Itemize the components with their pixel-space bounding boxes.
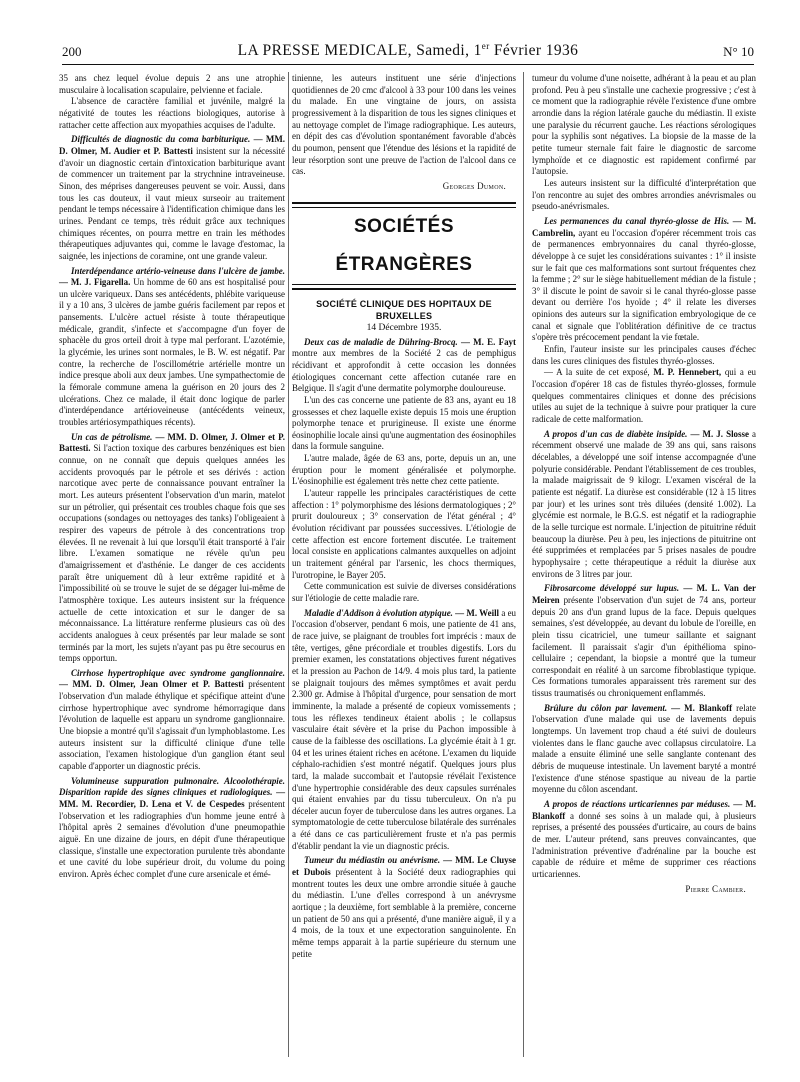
journal-name: LA PRESSE MEDICALE [237, 42, 408, 60]
article-authors: — MM. M. Recordier, D. Lena et V. de Cespedes [59, 787, 285, 810]
journal-title-line [62, 41, 754, 60]
article-coma-barbiturique [59, 134, 285, 262]
article-text: Si l'action toxique des carbures benzéniques est bien connue, on ne connaît que depuis quelques années les accidents provoqués par le pétrole et ses dérivés : action narcotique avec perte de connaissance pouvant entraîner la mort. Les auteurs présentent l'observation d'un marin, matelot sur un pétrolier, qui présentait ces troubles chaque fois que ses occupations (sondages ou nettoyages des tanks) l'obligeaient à respirer des vapeurs de pétrole à des concentrations trop élevées. Il ne revenait à lui que lorsqu'il était transporté à l'air libre. L'examen somatique ne révèle qu'un peu d'amaigrissement et d'asthénie. Le danger de ces accidents paraît être uniquement dû à leur extrême rapidité et à l'impossibilité où se trouve le sujet de se dégager lui-même de l'atmosphère toxique. Les auteurs insistent sur la fréquence actuelle de cette intoxication et sur le danger de sa méconnaissance. La littérature renferme plusieurs cas où des accidents analogues à ceux présentés par leur malade se sont terminés par la mort, les sujets n'ayant pas pu être secourus en temps opportun. [59, 443, 285, 664]
article-text: a eu l'occasion d'observer, pendant 6 mois, une patiente de 41 ans, de race juive, se plaignant de troubles fort imprécis : maux de tête, vertiges, gêne précordiale et troubles digestifs. Lors du premier examen, les constatations objectives furent négatives et la pression au Pachon de 14/9. 4 mois plus tard, la patiente se plaignait toujours des mêmes symptômes et avait perdu 2.300 gr. Admise à l'hôpital d'urgence, pour sensation de mort imminente, la malade a présenté de copieux vomissements ; tous les réflexes tendineux étaient abolis ; le collapsus vasculaire était sévère et la prise du Pachon impossible à cause de la faiblesse des oscillations. La glycémie était à 1 gr. 04 et les urines étaient riches en acétone. L'examen du liquide céphalo-rachidien s'est montré négatif. Quelques jours plus tard, la malade succombait et l'autopsie révélait l'existence d'une hypertrophie considérable des deux capsules surrénales qui étaient envahies par du tissu tuberculeux. On n'a pu déceler aucun foyer de tuberculose dans les autres organes. La symptomatologie de cette tuberculose bilatérale des surrénales a été dans ce cas particulièrement fruste et n'a pas permis d'établir pendant la vie un diagnostic précis. [292, 607, 517, 851]
article-authors: — MM. Le Cluyse et Dubois [292, 855, 516, 878]
paragraph: L'un des cas concerne une patiente de 83 ans, ayant eu 18 grossesses et chez laquelle existe depuis 15 mois une éruption polymorphe tenace et prurigineuse. Il existe une énorme éosinophilie locale ainsi qu'une augmentation des éosinophiles dans la formule sanguine. [292, 394, 517, 452]
signature: Georges Dumon. [442, 180, 506, 191]
article-title: Un cas de pétrolisme. [71, 431, 153, 442]
article-authors: — M. Blankoff [671, 702, 733, 713]
article-title: Tumeur du médiastin ou anévrisme. [304, 855, 441, 866]
article-tumeur-mediastin [292, 855, 516, 960]
article-title: Les permanences du canal thyréo-glosse de His. [544, 215, 730, 226]
paragraph: L'absence de caractère familial et juvénile, malgré la négativité de toutes les réactions biologiques, autorise à rattacher cette affection aux myopathies acquises de l'adulte. [59, 96, 285, 130]
column-1 [59, 73, 285, 881]
article-title: Difficultés de diagnostic du coma barbiturique. [71, 134, 251, 145]
issue-date-sup: er [481, 41, 490, 51]
article-brulure-colon [532, 703, 756, 796]
article-authors: — M. L. Van der Meiren [532, 583, 756, 605]
article-text: qui a eu l'occasion d'opérer 18 cas de fistules thyréo-glosses, formule quelques commentaires cliniques et donne des précisions utiles au sujet de la technique à suivre pour pratiquer la cure radicale de cette malformation. [532, 367, 757, 425]
column-rule-left [288, 72, 289, 1057]
paragraph: Les auteurs insistent sur la difficulté d'interprétation que l'on rencontre au sujet des ombres arrondies anévrismales ou pseudo-anévrismales. [532, 177, 756, 212]
article-text: présente l'observation d'un sujet de 74 ans, porteur depuis 20 ans d'un grand lupus de la face. Depuis quelques semaines, s'est développée, au devant du lobule de l'oreille, en plein tissu cicatriciel, une tumeur saillante et saignant facilement. Il paraissait s'agir d'un épithélioma spino-cellulaire ; cependant, la biopsie a montré que la tumeur correspondait en réalité à un sarcome fibroblastique typique. Ces formations tumorales apparaissent très rarement sur des tissus traumatisés ou chroniquement enflammés. [532, 594, 756, 699]
article-text: ayant eu l'occasion d'opérer récemment trois cas de permanences embryonnaires du canal thyréo-glosse, développe à ce sujet les considérations suivantes : 1° il insiste sur le fait que ces malformations sont surtout fréquentes chez la femme ; 2° sur le siège habituellement médian de la fistule ; 3° il discute le point de savoir si le canal thyréo-glosse passe devant ou derrière l'os hyoïde ; 4° il relate les diverses opinions des auteurs sur la signification embryologique de ce canal et signale que l'oblitération définitive de ce tractus s'opère très précocement pendant la vie fœtale. [532, 227, 756, 343]
article-ulcere-jambe [59, 266, 285, 429]
article-suppuration-pulmonaire [59, 776, 285, 881]
article-text: insistent sur la nécessité d'avoir un diagnostic certain d'intoxication barbiturique avant de commencer un traitement par la strychnine intraveineuse. Sinon, des méprises dangereuses peuvent se voir. Aussi, dans tous les cas douteux, il vaut mieux surseoir au traitement pendant le temps nécessaire à l'identification chimique dans les urines. Pendant ce temps, très réduit grâce aux techniques chimiques récentes, on pourra mettre en train les méthodes thérapeutiques adjuvantes qui, comme le lavage d'estomac, la saignée, les injections de coramine, ont une grande valeur. [59, 145, 285, 261]
running-header [62, 38, 754, 65]
issue-date-suffix: Février 1936 [489, 42, 579, 60]
article-authors: — M. Weill [455, 607, 500, 618]
article-authors: — M. Blankoff [532, 799, 757, 821]
article-title: Interdépendance artério-veineuse dans l'ulcère de jambe. [71, 265, 285, 276]
article-title: Cirrhose hypertrophique avec syndrome ganglionnaire. [71, 667, 285, 678]
article-authors: — M. Cambrelin, [532, 215, 757, 238]
column-2 [292, 73, 516, 960]
article-reactions-urticariennes [532, 799, 756, 881]
article-title: Fibrosarcome développé sur lupus. [544, 583, 680, 594]
issue-number: N° 10 [723, 44, 754, 59]
article-canal-thyreo-glosse [532, 216, 756, 344]
paragraph-continued: tinienne, les auteurs instituent une série d'injections quotidiennes de 20 cmc d'alcool à 33 pour 100 dans les veines du malade. En une vingtaine de jours, on assista progressivement à la disparition de tous les signes cliniques et au nettoyage complet de l'image radiographique. Les auteurs, en dépit des cas d'évolution spontanément favorable d'abcès du poumon, pensent que l'étendue des lésions et la rapidité de leur résorption sont une preuve de l'action de l'alcool dans ce cas. [292, 73, 516, 177]
society-name: SOCIÉTÉ CLINIQUE DES HOPITAUX DE BRUXELLES [316, 298, 492, 321]
article-authors: — MM. D. Olmer, Jean Olmer et P. Battesti [59, 679, 244, 690]
column-rule-right [523, 72, 524, 1057]
column-3 [532, 73, 756, 895]
article-authors: — M. J. Slosse [690, 428, 749, 439]
article-text: a récemment observé une malade de 39 ans qui, sans raisons décelables, a développé une soif intense accompagnée d'une polyurie considérable. Pendant l'établissement de ces troubles, la malade maigrissait de 9 kilogr. L'examen viscéral de la patiente est négatif. La diurèse est considérable (12 à 15 litres par jour) et les urines sont très diluées (densité 1.002). La glycémie est normale, le B.G.S. est négatif et la radiographie de la selle turcique est normale. L'injection de pituitrine réduit beaucoup la diurèse. Peu à peu, les injections de pituitrine ont été supprimées et remplacées par 5 prises nasales de poudre hypophysaire ; cette thérapeutique a réduit la diurèse aux environs de 3 litres par jour. [532, 428, 757, 579]
paragraph: L'autre malade, âgée de 63 ans, porte, depuis un an, une éruption pour le moment généralisée et polymorphe. L'éosinophilie est également très nette chez cette patiente. [292, 453, 516, 487]
article-title: A propos de réactions urticariennes par méduses. [544, 799, 731, 810]
article-text: présentent l'observation et les radiographies d'un homme jeune entré à l'hôpital après 2 semaines d'évolution d'une pneumopathie aiguë. En une dizaine de jours, en dépit d'une thérapeutique classique, s'installe une expectoration purulente très abondante et une cavité du lobe supérieur droit, du volume du poing environ. Après échec complet d'une cure arsenicale et émé- [59, 799, 285, 879]
article-text: Un homme de 60 ans est hospitalisé pour un ulcère variqueux. Dans ses antécédents, phlébite variqueuse il y a 10 ans, 3 ulcères de jambe guéris facilement par repos et pansements. L'ulcère actuel résiste à toute thérapeutique médicale, grandit, s'infecte et s'accompagne d'un foyer de sphacèle du gros orteil droit à type mal perforant. L'azotémie, la glycémie, les urines sont normales, le B. W. est négatif. Par contre, la recherche de l'oscillométrie artérielle montre un indice presque aboli aux deux jambes. Une sympathectomie de la fémorale commune amena la guérison en 20 jours des 2 ulcérations. Chez ce malade, il était donc logique de parler d'interdépendance artérioveineuse (antécédents veineux, troubles artériosympathiques récents). [59, 277, 285, 428]
paragraph-continued: 35 ans chez lequel évolue depuis 2 ans une atrophie musculaire à localisation scapulaire, pelvienne et faciale. [59, 73, 285, 95]
article-authors: — MM. D. Olmer, J. Olmer et P. Battesti. [59, 431, 285, 454]
article-authors: — MM. D. Olmer, M. Audier et P. Battesti [59, 134, 285, 156]
article-title: A propos d'un cas de diabète insipide. [544, 428, 688, 439]
article-diabete-insipide [532, 429, 756, 581]
article-title: Deux cas de maladie de Dühring-Brocq. [304, 336, 458, 347]
page-number: 200 [62, 44, 82, 59]
article-text: présentent l'observation d'un malade éthylique et spécifique atteint d'une cirrhose hypertrophique avec syndrome hémorragique dans l'évolution de laquelle est apparu un syndrome ganglionnaire. Une biopsie a montré qu'il s'agissait d'un lymphoblastome. Les auteurs insistent sur la difficulté clinique d'une telle association, l'examen histologique d'un ganglion étant seul capable d'apporter un diagnostic précis. [59, 679, 285, 772]
article-text: relate l'observation d'une malade qui use de lavements depuis longtemps. Un lavement trop chaud a été suivi de douleurs violentes dans le flanc gauche avec collapsus circulatoire. La malade a ensuite éliminé une selle sanglante contenant des débris de muqueuse intestinale. Un lavement baryté a montré l'existence d'une sténose spastique au niveau de la partie moyenne du côlon ascendant. [532, 702, 756, 795]
section-banner [292, 202, 516, 290]
article-text: montre aux membres de la Société 2 cas de pemphigus récidivant et approfondit à cette occasion les données étiologiques concernant cette affection cutanée rare en Belgique. Il s'agit d'une dermatite polymorphe douloureuse. [292, 348, 516, 394]
article-duhring-brocq [292, 337, 516, 395]
signature: Pierre Cambier. [685, 883, 746, 894]
article-cirrhose [59, 668, 285, 773]
article-hennebert [532, 367, 756, 425]
society-date: 14 Décembre 1935. [366, 322, 442, 333]
section-title: SOCIÉTÉS ÉTRANGÈRES [292, 207, 516, 285]
issue-date-prefix: , Samedi, 1 [407, 42, 482, 60]
article-title: Brûlure du côlon par lavement. [544, 702, 668, 713]
article-authors: — M. J. Figarella. [59, 277, 131, 288]
article-addison [292, 608, 516, 853]
paragraph: Cette communication est suivie de diverses considérations sur l'étiologie de cette maladie rare. [292, 581, 516, 603]
article-text: a donné ses soins à un malade qui, à plusieurs reprises, a présenté des poussées d'urticaire, au cours de bains de mer. L'auteur prétend, sans preuves convaincantes, que l'administration préventive d'adrénaline par la bouche est capable de réduire et même de supprimer ces réactions urticariennes. [532, 810, 756, 879]
article-title: Volumineuse suppuration pulmonaire. Alcoolothérapie. Disparition rapide des signes cliniques et radiologiques. [59, 775, 285, 798]
article-petrolisme [59, 432, 285, 665]
paragraph: L'auteur rappelle les principales caractéristiques de cette affection : 1° polymorphisme des lésions dermatologiques ; 2° prurit douloureux ; 3° conservation de l'état général ; 4° évolution récidivant par poussées successives. L'étiologie de cette affection est encore fortement discutée. Le traitement local consiste en applications calmantes auxquelles on adjoint un traitement général par l'arsenic, les chocs thermiques, l'urotropine, le Bayer 205. [292, 488, 516, 580]
article-authors: M. P. Hennebert, [653, 367, 722, 378]
article-fibrosarcome [532, 583, 756, 700]
article-lead: — A la suite de cet exposé, [544, 367, 654, 378]
paragraph-continued: tumeur du volume d'une noisette, adhérant à la peau et au plan profond. Peu à peu s'installe une cachexie progressive ; c'est à ce moment que la radiographie révèle l'existence d'une ombre arrondie dans la région latérale gauche du médiastin. Il existe une paralysie du récurrent gauche. Les réactions sérologiques pour la syphilis sont négatives. La biopsie de la masse de la petite tumeur sternale fait faire le diagnostic de sarcome lymphoïde et ce diagnostic est rapidement confirmé par l'autopsie. [532, 73, 756, 177]
paragraph: Enfin, l'auteur insiste sur les principales causes d'échec dans les cures cliniques des fistules thyréo-glosses. [532, 344, 756, 366]
article-authors: — M. E. Fayt [460, 336, 516, 347]
article-text: présentent à la Société deux radiographies qui montrent toutes les deux une ombre arrondie située à gauche du médiastin. L'une d'elles correspond à un anévrysme aortique ; la deuxième, fort semblable à la première, concerne un patient de 50 ans qui a présenté, d'une manière aiguë, il y a 4 mois, de la toux et une expectoration sanguinolente. En même temps apparait à la partie supérieure du sternum une petite [292, 867, 516, 959]
article-title: Maladie d'Addison à évolution atypique. [304, 607, 453, 618]
